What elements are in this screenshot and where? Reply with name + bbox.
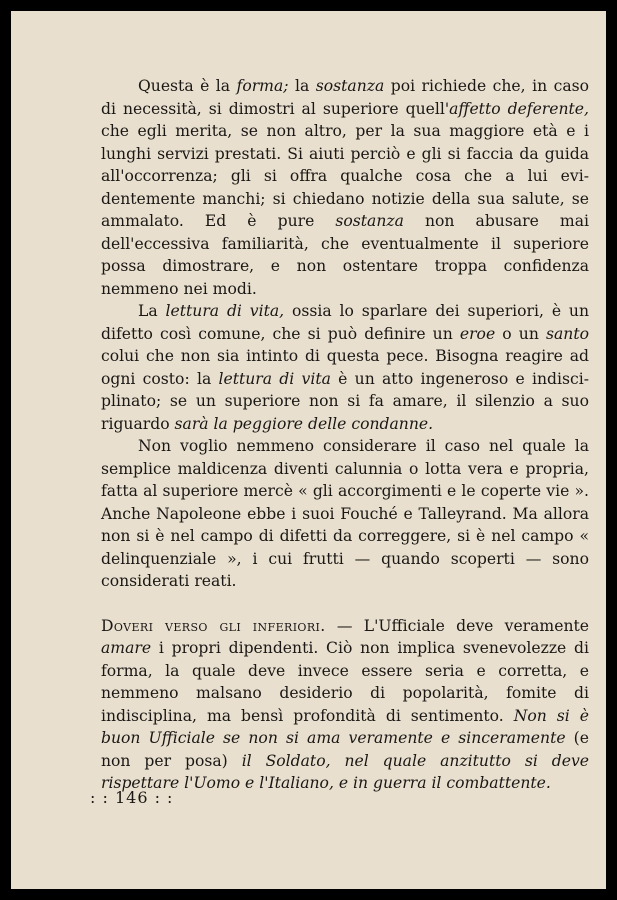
text-run: non abusare mai dell'eccessiva familiarità, che eventualmente il superiore possa dimostrare, e non ostentare troppa confidenza nemmeno nei modi.	[101, 212, 589, 298]
text-run: colui che non sia intinto di questa pece. Bisogna reagire ad ogni costo: la	[101, 347, 589, 388]
text-run: ossia lo sparlare dei superiori, è un difetto così comune, che si può definire un	[101, 302, 590, 343]
text-run: Non voglio nemmeno considerare il caso nel quale la semplice maldicenza diventi calunnia o lotta vera e propria, fatta al superiore mercè « gli accorgimenti e le coperte vie ». Anche Napoleone ebbe i suoi Fouché e Talleyrand. Ma allora non si è nel campo di difetti da correggere, si è nel campo « delinquenziale », i cui frutti — quando scoperti — sono considerati reati.	[101, 437, 589, 590]
italic-run: il Soldato, nel quale anzitutto si deve rispettare l'Uomo e l'Italiano, e in guerra il combattente.	[101, 751, 589, 792]
paragraph-2	[101, 300, 589, 435]
text-run: i propri dipendenti. Ciò non implica svenevolezze di forma, la quale deve invece essere seria e corretta, e nemmeno malsano desiderio di popolarità, fomite di indisciplina, ma bensì profondità di sentimento.	[101, 639, 589, 725]
italic-run: eroe	[459, 324, 496, 343]
text-run: o un	[495, 324, 546, 343]
text-run: La	[138, 302, 166, 320]
page-number: : : 146 : :	[90, 788, 174, 807]
section-heading: Doveri verso gli inferiori.	[101, 616, 326, 635]
italic-run: amare	[101, 639, 152, 657]
paragraph-4	[101, 615, 589, 795]
paragraph-4-body	[101, 617, 589, 793]
text-run: la	[288, 77, 316, 95]
paragraph-1	[101, 75, 589, 300]
italic-run: sostanza	[335, 212, 404, 230]
book-page	[11, 11, 606, 889]
italic-run: affetto deferente,	[449, 99, 589, 118]
italic-run: Non si è buon Ufficiale se non si ama veramente e sinceramente	[101, 706, 589, 747]
paragraph-3	[101, 435, 589, 593]
italic-run: lettura di vita,	[165, 302, 285, 320]
italic-run: sostanza	[315, 77, 385, 95]
italic-run: forma;	[236, 77, 289, 95]
text-run: — L'Ufficiale deve veramente	[325, 616, 589, 635]
italic-run: santo	[546, 324, 589, 343]
text-run: poi richiede che, in caso di necessità, si dimostri al superiore quell'	[101, 77, 590, 118]
italic-run: lettura di vita	[218, 369, 331, 388]
text-run: che egli merita, se non altro, per la sua maggiore età e i lunghi servizi prestati. Si aiuti perciò e gli si faccia da guida all'occorrenza; gli si offra qualche cosa che a lui evidentemente manchi; si chiedano notizie della sua salute, se ammalato. Ed è pure	[101, 122, 589, 230]
text-run: è un atto ingeneroso e indisciplinato; se un superiore non si fa amare, il silenzio a suo riguardo	[101, 369, 589, 433]
body-text	[101, 75, 589, 795]
italic-run: sarà la peggiore delle condanne.	[174, 414, 434, 433]
text-run: (e non per posa)	[101, 729, 589, 770]
text-run: Questa è la	[138, 77, 237, 95]
